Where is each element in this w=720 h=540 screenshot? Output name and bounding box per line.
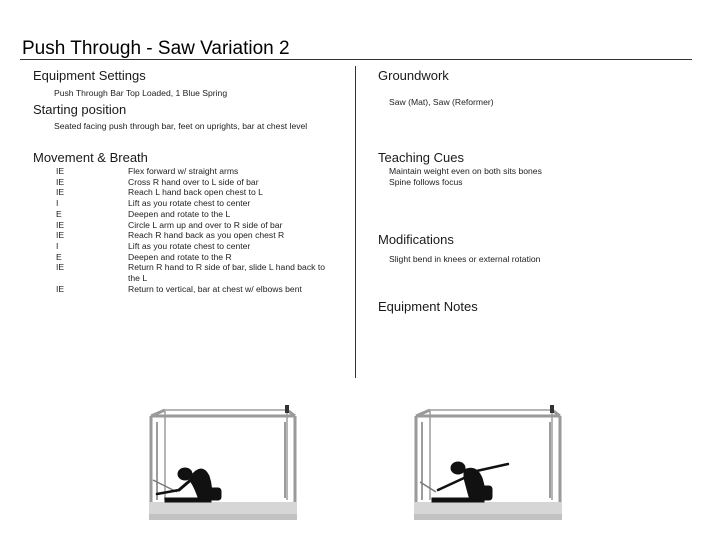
step-description: Deepen and rotate to the R (128, 251, 232, 262)
column-divider (355, 66, 356, 378)
teaching-cue-item: Spine follows focus (389, 177, 463, 187)
step-breath: IE (56, 283, 65, 294)
page-title: Push Through - Saw Variation 2 (22, 38, 290, 59)
step-description: Flex forward w/ straight arms (128, 166, 239, 176)
step-breath: IE (56, 166, 65, 176)
step-row (56, 252, 326, 263)
starting-position-heading: Starting position (33, 102, 127, 117)
step-row (56, 230, 326, 241)
step-row (56, 198, 326, 209)
step-description: Return to vertical, bar at chest w/ elbows bent (128, 283, 302, 294)
step-breath: IE (56, 219, 65, 230)
step-description: Circle L arm up and over to R side of bar (128, 219, 283, 230)
step-breath: E (56, 251, 62, 262)
step-row (56, 284, 326, 295)
teaching-cues-heading: Teaching Cues (378, 150, 464, 165)
step-breath: IE (56, 176, 65, 187)
exercise-photo-1 (147, 402, 297, 527)
step-breath: E (56, 208, 62, 219)
modifications-value: Slight bend in knees or external rotation (389, 254, 541, 264)
step-description: Lift as you rotate chest to center (128, 240, 251, 251)
equipment-notes-heading: Equipment Notes (378, 299, 478, 314)
groundwork-heading: Groundwork (378, 68, 449, 83)
step-description: Lift as you rotate chest to center (128, 198, 251, 209)
step-breath: IE (56, 262, 65, 273)
step-description: Reach R hand back as you open chest R (128, 230, 285, 241)
movement-steps (56, 166, 326, 294)
step-description: Cross R hand over to L side of bar (128, 176, 259, 187)
title-rule (20, 59, 692, 60)
exercise-photo-2 (412, 402, 562, 527)
equipment-settings-heading: Equipment Settings (33, 68, 146, 83)
step-row (56, 220, 326, 231)
step-row (56, 241, 326, 252)
modifications-heading: Modifications (378, 232, 454, 247)
step-breath: IE (56, 187, 65, 198)
step-breath: I (56, 240, 59, 251)
step-row (56, 209, 326, 220)
step-breath: IE (56, 230, 65, 241)
step-description: Return R hand to R side of bar, slide L hand back to the L (128, 262, 325, 284)
step-row (56, 187, 326, 198)
teaching-cue-item: Maintain weight even on both sits bones (389, 166, 542, 176)
movement-heading: Movement & Breath (33, 150, 148, 165)
starting-position-value: Seated facing push through bar, feet on uprights, bar at chest level (54, 121, 308, 131)
step-breath: I (56, 198, 59, 209)
step-row (56, 262, 326, 283)
step-description: Reach L hand back open chest to L (128, 187, 263, 198)
step-row (56, 166, 326, 177)
equipment-settings-value: Push Through Bar Top Loaded, 1 Blue Spring (54, 88, 228, 98)
groundwork-value: Saw (Mat), Saw (Reformer) (389, 97, 494, 107)
step-description: Deepen and rotate to the L (128, 208, 231, 219)
step-row (56, 177, 326, 188)
